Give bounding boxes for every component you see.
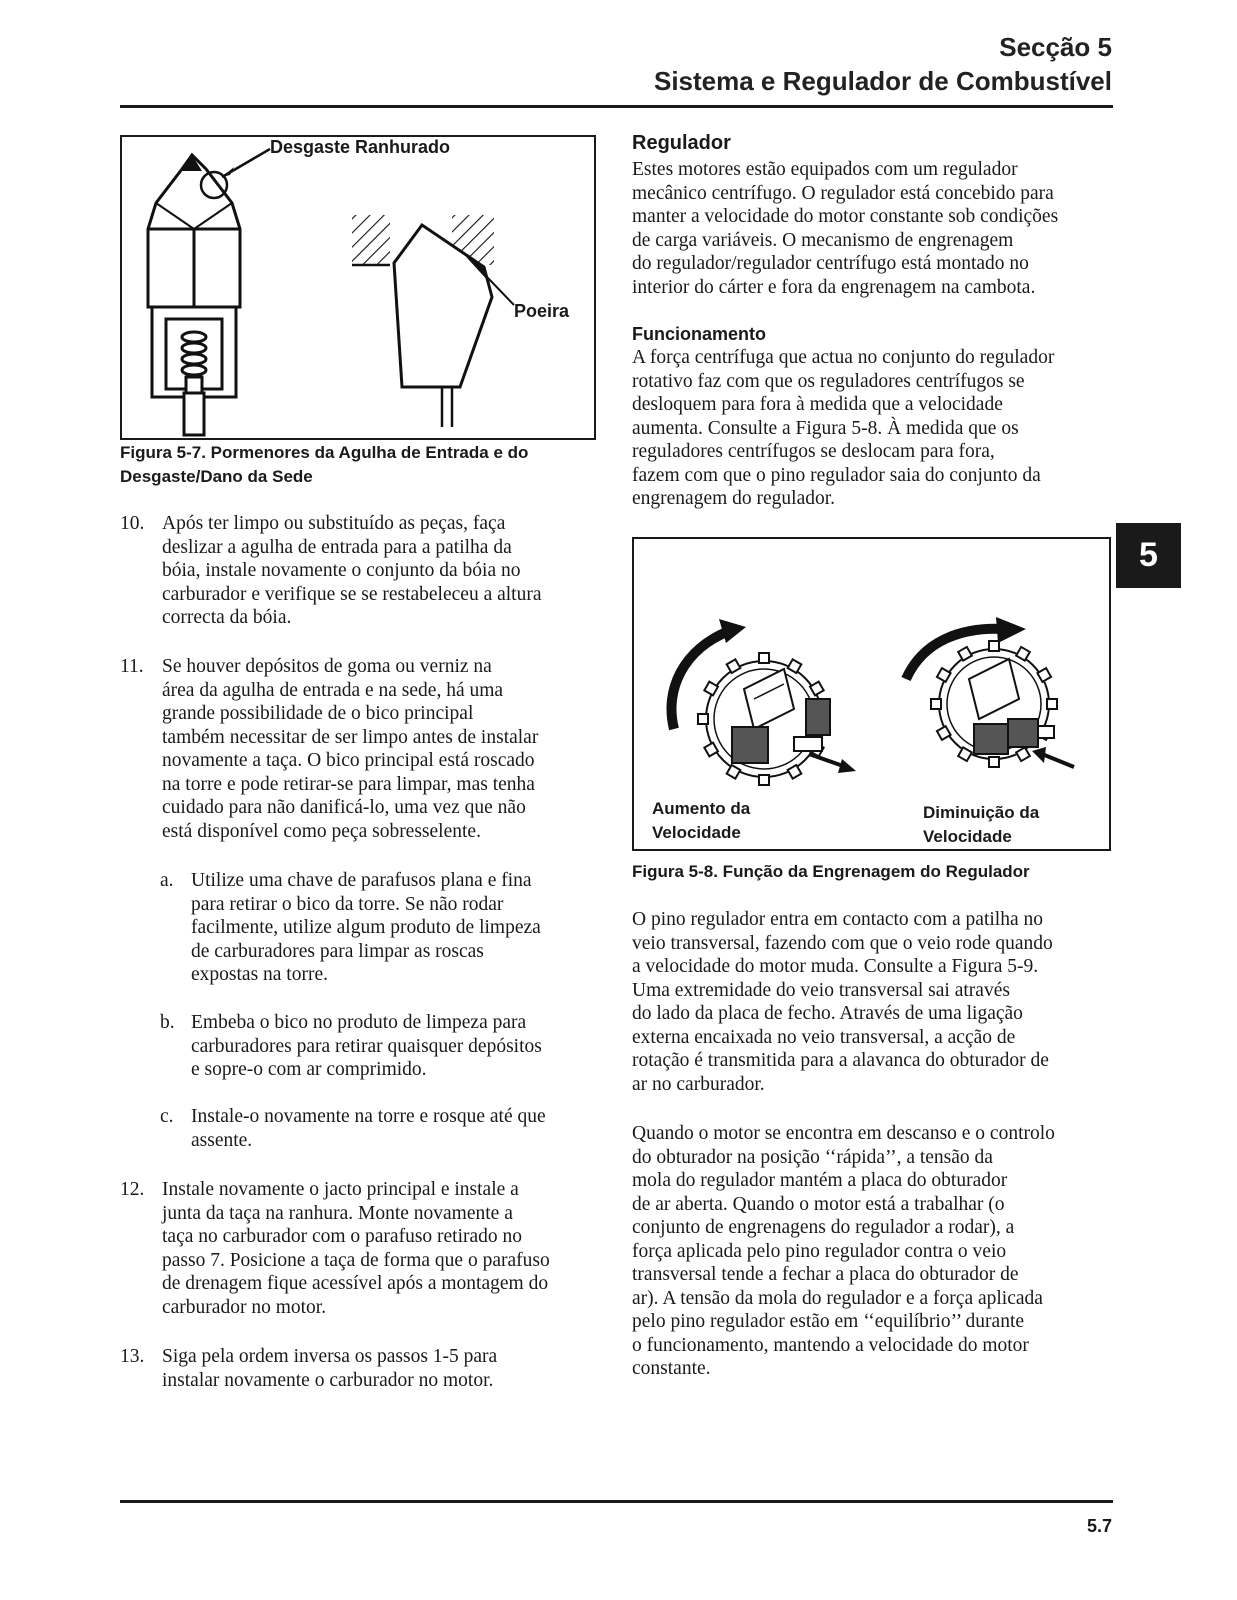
section-title: Sistema e Regulador de Combustível [653,66,1112,96]
step-line: Instale novamente o jacto principal e instale a [162,1179,519,1200]
substep-line: expostas na torre. [191,964,328,985]
substep-line: de carburadores para limpar as roscas [191,940,484,962]
section-tab: 5 [1116,523,1181,588]
gear-increase [698,653,830,785]
rest-paragraph [632,1122,1114,1381]
label-grooved-wear: Desgaste Ranhurado [270,137,451,157]
paragraph-line: O pino regulador entra em contacto com a patilha no [632,909,1043,930]
step-line: Siga pela ordem inversa os passos 1-5 para [162,1346,498,1367]
step-line: passo 7. Posicione a taça de forma que o parafuso [162,1249,550,1271]
step-line: cuidado para não danificá-lo, uma vez que não [162,797,526,818]
paragraph-line: do obturador na posição ‘‘rápida’’, a tensão da [632,1146,993,1168]
substep-letter: b. [160,1012,175,1033]
footer-rule [120,1500,1113,1503]
paragraph-line: externa encaixada no veio transversal, a acção de [632,1026,1016,1048]
paragraph-line: mola do regulador mantém a placa do obturador [632,1170,1008,1191]
paragraph-line: Uma extremidade do veio transversal sai através [632,979,1010,1001]
paragraph-line: conjunto de engrenagens do regulador a rodar), a [632,1217,1015,1238]
step-number: 11. [120,656,144,677]
heading-regulador: Regulador [632,132,731,154]
figure1-caption-line: Desgaste/Dano da Sede [120,467,313,486]
substep-line: assente. [191,1129,253,1151]
label-speed-increase [652,797,750,845]
substep-letter: c. [160,1106,174,1127]
paragraph-line: veio transversal, fazendo com que o veio rode quando [632,932,1053,954]
step-line: junta da taça na ranhura. Monte novamente a [162,1202,513,1224]
substep-line: Utilize uma chave de parafusos plana e fina [191,870,532,891]
step-line: de drenagem fique acessível após a montagem do [162,1273,549,1294]
substep-letter: a. [160,870,174,891]
paragraph-line: a velocidade do motor muda. Consulte a Figura 5-9. [632,956,1039,977]
paragraph-line: ar). A tensão da mola do regulador e a força aplicada [632,1287,1043,1309]
paragraph-line: mecânico centrífugo. O regulador está concebido para [632,182,1054,204]
figure2-caption: Figura 5-8. Função da Engrenagem do Regulador [632,862,1030,881]
paragraph-line: o funcionamento, mantendo a velocidade do motor [632,1334,1029,1356]
paragraph-line: interior do cárter e fora da engrenagem na cambota. [632,276,1036,298]
page-number: 5.7 [1086,1516,1112,1536]
step-line: deslizar a agulha de entrada para a patilha da [162,536,512,558]
step-number: 13. [120,1346,145,1367]
paragraph-line: aumenta. Consulte a Figura 5-8. À medida que os [632,417,1019,439]
step-line: na torre e pode retirar-se para limpar, mas tenha [162,773,535,795]
step-line: instalar novamente o carburador no motor. [162,1369,494,1391]
label-line: Diminuição da [923,803,1040,822]
funcionamento-paragraph [632,346,1114,511]
figure-needle-seat [120,135,596,440]
step-line: área da agulha de entrada e na sede, há uma [162,679,504,701]
label-speed-decrease [923,801,1039,849]
gear-decrease [931,641,1057,767]
paragraph-line: ar no carburador. [632,1073,765,1095]
paragraph-line: reguladores centrífugos se deslocam para fora, [632,441,995,462]
substep-line: e sopre-o com ar comprimido. [191,1059,427,1080]
label-line: Velocidade [923,827,1012,846]
paragraph-line: transversal tende a fechar a placa do obturador de [632,1264,1019,1285]
paragraph-line: rotação é transmitida para a alavanca do obturador de [632,1050,1049,1071]
paragraph-line: desloquem para fora à medida que a velocidade [632,394,1003,415]
step-line: taça no carburador com o parafuso retirado no [162,1226,523,1247]
figure1-caption-line: Figura 5-7. Pormenores da Agulha de Entrada e do [120,443,529,462]
step-line: grande possibilidade de o bico principal [162,703,474,724]
substep-line: carburadores para retirar quaisquer depósitos [191,1035,542,1057]
step-line: Após ter limpo ou substituído as peças, faça [162,513,506,534]
paragraph-line: de carga variáveis. O mecanismo de engrenagem [632,229,1014,251]
step-line: novamente a taça. O bico principal está roscado [162,750,535,771]
substep-line: Instale-o novamente na torre e rosque até que [191,1106,546,1127]
step-line: bóia, instale novamente o conjunto da bóia no [162,560,521,581]
paragraph-line: engrenagem do regulador. [632,488,836,509]
step-line: carburador no motor. [162,1296,327,1318]
step-line: está disponível como peça sobresselente. [162,820,481,842]
heading-funcionamento: Funcionamento [632,324,766,344]
paragraph-line: pelo pino regulador estão em ‘‘equilíbrio’’ durante [632,1311,1025,1332]
substep-line: Embeba o bico no produto de limpeza para [191,1012,527,1033]
label-line: Velocidade [652,823,741,842]
paragraph-line: A força centrífuga que actua no conjunto do regulador [632,347,1055,368]
substep-line: facilmente, utilize algum produto de limpeza [191,917,541,938]
regulador-paragraph [632,158,1114,299]
header-rule [120,105,1113,108]
pin-paragraph [632,908,1114,1096]
section-number: Secção 5 [999,32,1112,62]
figure1-caption [120,441,528,489]
step-number: 12. [120,1179,145,1200]
paragraph-line: manter a velocidade do motor constante sob condições [632,206,1059,227]
label-line: Aumento da [652,799,751,818]
page-header [654,30,1112,98]
paragraph-line: rotativo faz com que os reguladores centrífugos se [632,370,1025,392]
step-line: correcta da bóia. [162,607,292,628]
figure-governor-gear [632,537,1111,851]
step-line: Se houver depósitos de goma ou verniz na [162,656,492,677]
paragraph-line: fazem com que o pino regulador saia do conjunto da [632,464,1041,486]
paragraph-line: do regulador/regulador centrífugo está montado no [632,253,1029,274]
step-line: também necessitar de ser limpo antes de instalar [162,726,539,748]
inward-arrow [1032,747,1046,763]
paragraph-line: do lado da placa de fecho. Através de uma ligação [632,1003,1023,1024]
needle-seat-illustration [122,137,594,438]
substep-line: para retirar o bico da torre. Se não rodar [191,893,504,915]
step-line: carburador e verifique se se restabeleceu a altura [162,583,542,605]
label-dust: Poeira [514,301,570,321]
paragraph-line: de ar aberta. Quando o motor está a trabalhar (o [632,1193,1005,1215]
outward-arrow [838,759,856,773]
paragraph-line: Quando o motor se encontra em descanso e o controlo [632,1123,1055,1144]
step-number: 10. [120,513,145,534]
paragraph-line: constante. [632,1358,711,1379]
paragraph-line: Estes motores estão equipados com um regulador [632,159,1018,180]
paragraph-line: força aplicada pelo pino regulador contra o veio [632,1240,1007,1262]
